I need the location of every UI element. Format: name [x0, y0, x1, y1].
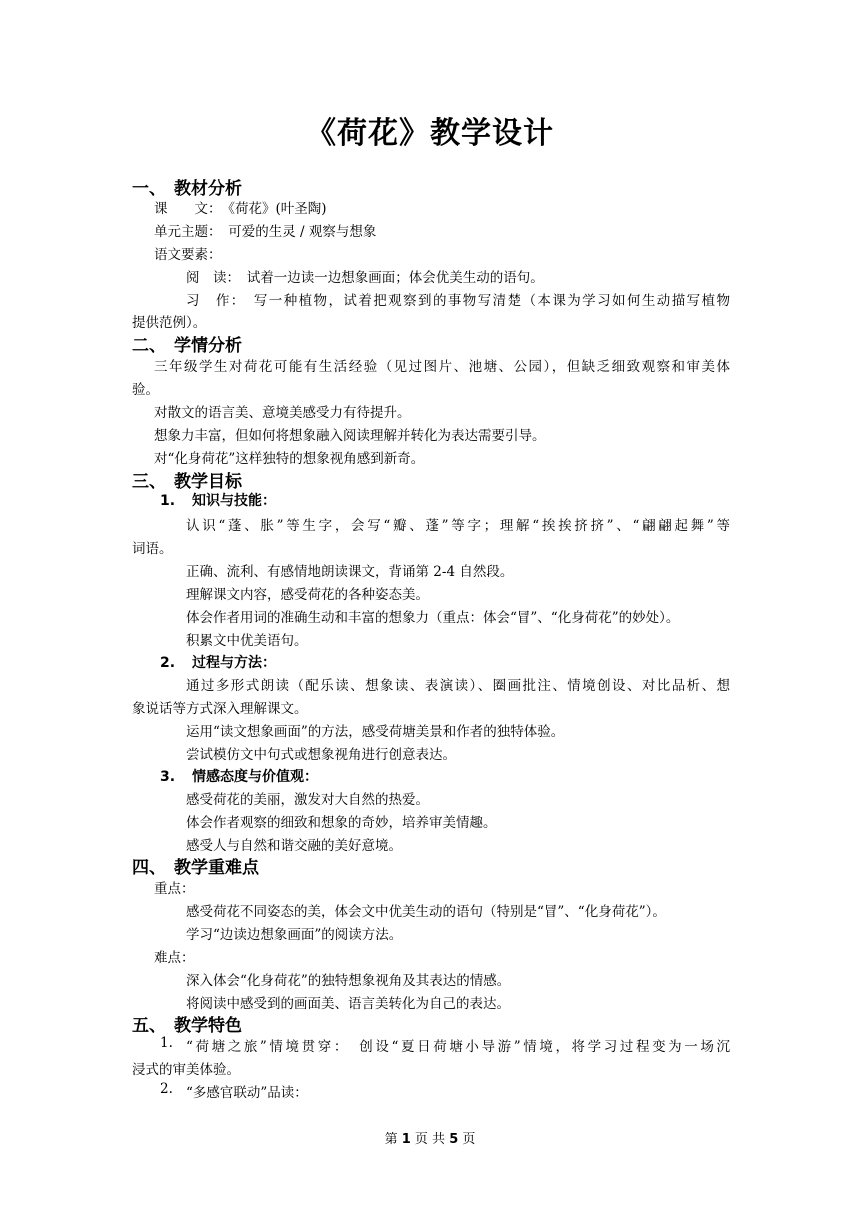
paragraph-line: 感受人与自然和谐交融的美好意境。 [186, 838, 402, 854]
section-heading-3 [132, 467, 242, 492]
footer-prefix: 第 [384, 1132, 398, 1147]
paragraph-line: 课 文： 《荷花》(叶圣陶) [154, 201, 327, 217]
document-title: 《荷花》教学设计 [306, 116, 554, 151]
paragraph-line: 体会作者用词的准确生动和丰富的想象力（重点：体会“冒”、“化身荷花”的妙处）。 [186, 610, 680, 626]
paragraph-line: 认识“蓬、胀”等生字，会写“瓣、蓬”等字；理解“挨挨挤挤”、“翩翩起舞”等 [186, 518, 730, 534]
section-title: 学情分析 [174, 336, 242, 356]
paragraph-line: 将阅读中感受到的画面美、语言美转化为自己的表达。 [186, 996, 510, 1012]
subheading-title: 过程与方法： [192, 655, 276, 671]
subheading-process [160, 652, 276, 672]
paragraph-line: 单元主题： 可爱的生灵 / 观察与想象 [154, 224, 377, 240]
paragraph-line: 运用“读文想象画面”的方法，感受荷塘美景和作者的独特体验。 [186, 724, 565, 740]
paragraph-line: 感受荷花的美丽，激发对大自然的热爱。 [186, 792, 429, 808]
paragraph-line: 尝试模仿文中句式或想象视角进行创意表达。 [186, 747, 456, 763]
paragraph-line: 学习“边读边想象画面”的阅读方法。 [186, 927, 403, 943]
paragraph-line: 对“化身荷花”这样独特的想象视角感到新奇。 [154, 451, 425, 467]
paragraph-line: 习 作： 写一种植物，试着把观察到的事物写清楚（本课为学习如何生动描写植物 [186, 293, 730, 309]
section-number: 三、 [132, 472, 166, 492]
paragraph-line: 体会作者观察的细致和想象的奇妙，培养审美情趣。 [186, 815, 497, 831]
paragraph-line: 深入体会“化身荷花”的独特想象视角及其表达的情感。 [186, 973, 511, 989]
footer-mid: 页 共 [414, 1132, 446, 1147]
footer-suffix: 页 [462, 1132, 476, 1147]
subheading-knowledge [160, 490, 276, 510]
label-key-points: 重点： [154, 881, 195, 897]
paragraph-line: 阅 读： 试着一边读一边想象画面；体会优美生动的语句。 [186, 270, 544, 286]
page-footer [0, 1128, 860, 1147]
subheading-title: 知识与技能： [192, 493, 276, 509]
list-number: 1. [160, 1035, 173, 1051]
subheading-number: 3. [160, 769, 176, 785]
paragraph-line: 积累文中优美语句。 [186, 633, 308, 649]
paragraph-line: 三年级学生对荷花可能有生活经验（见过图片、池塘、公园），但缺乏细致观察和审美体 [154, 359, 730, 375]
section-title: 教材分析 [174, 179, 242, 199]
paragraph-line: 正确、流利、有感情地朗读课文，背诵第 2-4 自然段。 [186, 564, 514, 580]
paragraph-line: 验。 [132, 382, 159, 398]
section-title: 教学目标 [174, 472, 242, 492]
subheading-values [160, 766, 318, 786]
paragraph-line: 理解课文内容，感受荷花的各种姿态美。 [186, 587, 429, 603]
section-heading-2 [132, 331, 242, 356]
subheading-number: 2. [160, 655, 176, 671]
paragraph-line: 词语。 [132, 541, 173, 557]
paragraph-line: 语文要素： [154, 247, 222, 263]
label-difficult-points: 难点： [154, 950, 195, 966]
section-number: 五、 [132, 1016, 166, 1036]
paragraph-line: 感受荷花不同姿态的美，体会文中优美生动的语句（特别是“冒”、“化身荷花”）。 [186, 904, 666, 920]
paragraph-line: 象说话等方式深入理解课文。 [132, 701, 308, 717]
paragraph-line: 对散文的语言美、意境美感受力有待提升。 [154, 405, 411, 421]
paragraph-line: 通过多形式朗读（配乐读、想象读、表演读）、圈画批注、情境创设、对比品析、想 [186, 678, 730, 694]
section-heading-1 [132, 174, 242, 199]
subheading-number: 1. [160, 493, 176, 509]
paragraph-line: 想象力丰富，但如何将想象融入阅读理解并转化为表达需要引导。 [154, 428, 546, 444]
list-item-line: “荷塘之旅”情境贯穿： 创设“夏日荷塘小导游”情境，将学习过程变为一场沉 [186, 1039, 730, 1055]
page-number: 1 [401, 1132, 411, 1147]
subheading-title: 情感态度与价值观： [192, 769, 318, 785]
paragraph-line: 提供范例）。 [132, 315, 207, 331]
section-heading-4 [132, 853, 259, 878]
page-total: 5 [449, 1132, 459, 1147]
list-item-line: “多感官联动”品读： [186, 1085, 308, 1101]
list-number: 2. [160, 1081, 173, 1097]
section-title: 教学重难点 [174, 858, 259, 878]
section-number: 二、 [132, 336, 166, 356]
section-number: 四、 [132, 858, 166, 878]
section-title: 教学特色 [174, 1016, 242, 1036]
section-heading-5 [132, 1011, 242, 1036]
list-item-line: 浸式的审美体验。 [132, 1062, 240, 1078]
section-number: 一、 [132, 179, 166, 199]
